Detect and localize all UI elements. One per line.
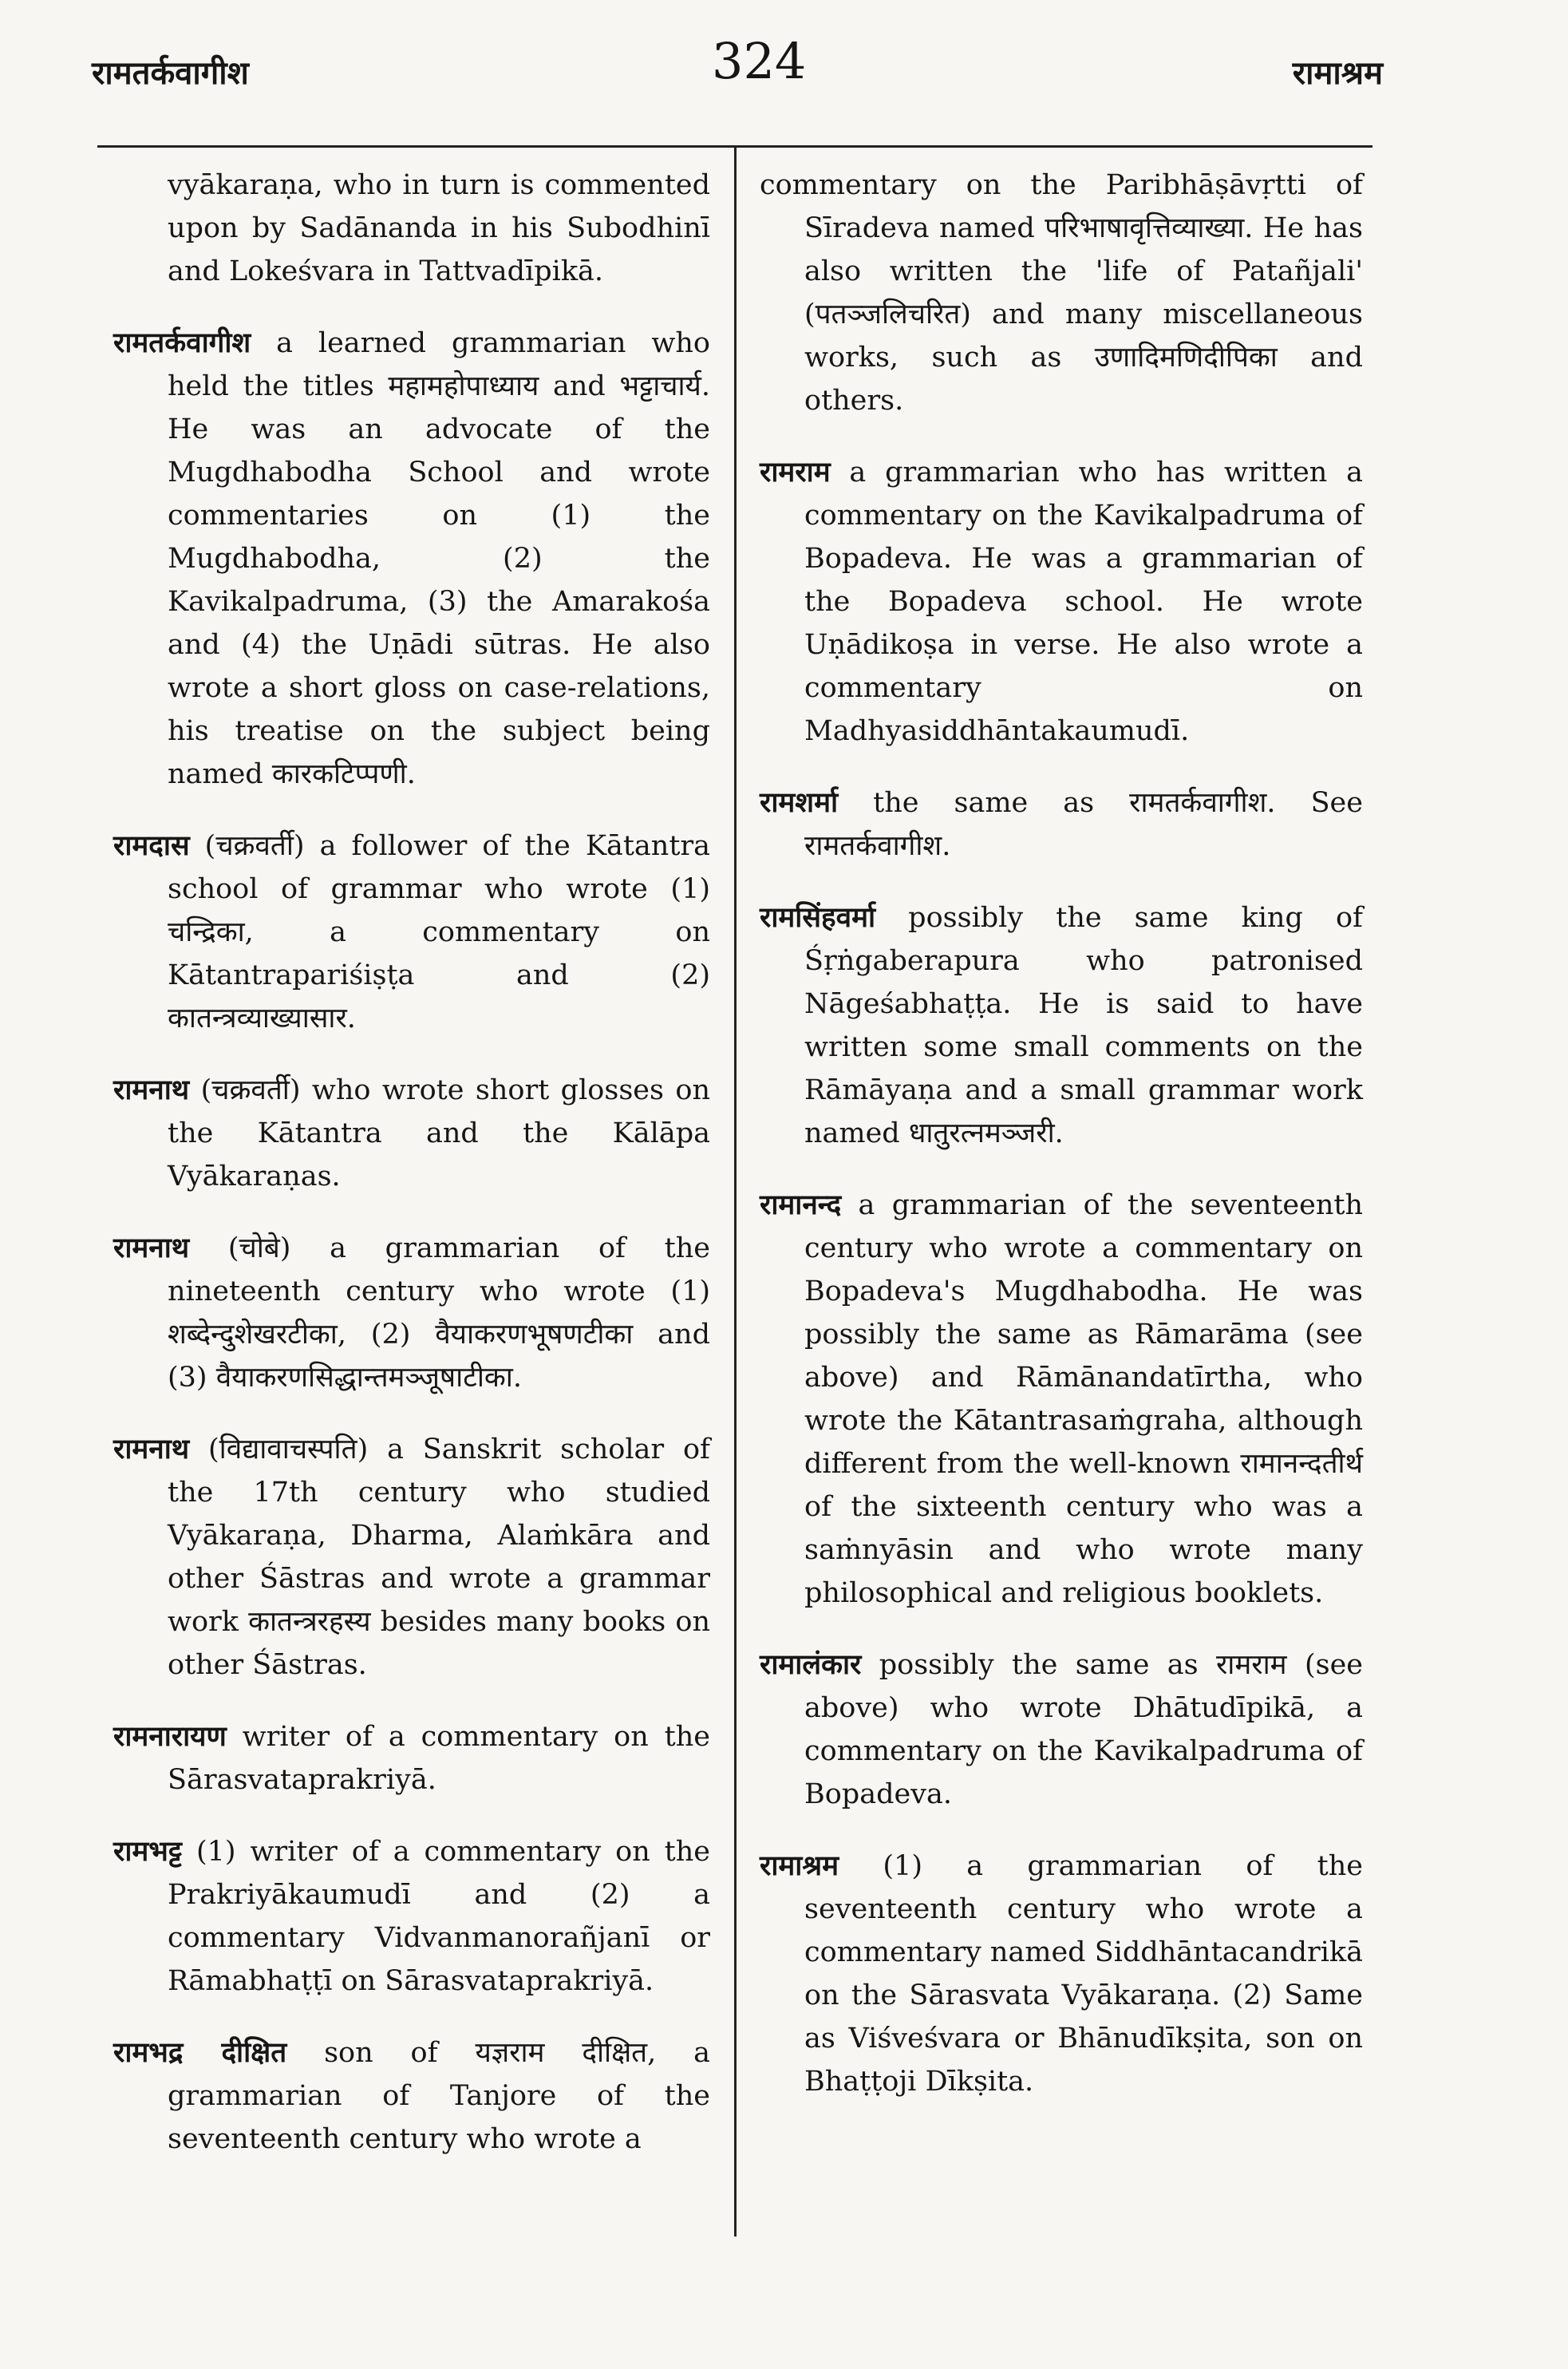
entry-text: (चोबे) a grammarian of the nineteenth century who wrote (1) शब्देन्दुशेखरटीका, (2) वैयाकरणभूषणटीका and (3) वैयाकरणसिद्धान्तमञ्जूषाटीका.: [168, 1232, 710, 1394]
dictionary-entry: [760, 1184, 1363, 1615]
entry-text: commentary on the Paribhāṣāvṛtti of Sīradeva named परिभाषावृत्तिव्याख्या. He has also written the 'life of Patañjali' (पतञ्जलिचरित) and many miscellaneous works, such as उणादिमणिदीपिका and others.: [760, 169, 1363, 417]
entry-headword: रामभद्र दीक्षित: [113, 2036, 287, 2069]
entry-headword: रामभट्ट: [113, 1835, 183, 1868]
entry-text: writer of a commentary on the Sārasvataprakriyā.: [168, 1721, 710, 1796]
entry-text: vyākaraṇa, who in turn is commented upon by Sadānanda in his Subodhinī and Lokeśvara in Tattvadīpikā.: [168, 169, 710, 287]
entry-headword: रामनाथ: [113, 1074, 190, 1106]
right-column: [760, 164, 1363, 2132]
entry-text: a learned grammarian who held the titles महामहोपाध्याय and भट्टाचार्य. He was an advocate of the Mugdhabodha School and wrote commentaries on (1) the Mugdhabodha, (2) the Kavikalpadruma, (3) the Amarakośa and (4) the Uṇādi sūtras. He also wrote a short gloss on case-relations, his treatise on the subject being named कारकटिप्पणी.: [168, 327, 710, 790]
entry-text: (1) writer of a commentary on the Prakriyākaumudī and (2) a commentary Vidvanmanorañjanī or Rāmabhaṭṭī on Sārasvataprakriyā.: [168, 1836, 710, 1997]
dictionary-entry: [113, 1715, 710, 1801]
dictionary-entry: [113, 1069, 710, 1198]
running-head-left: रामतर्कवागीश: [92, 54, 249, 92]
entry-headword: रामनाथ: [113, 1232, 190, 1264]
entry-text: the same as रामतर्कवागीश. See रामतर्कवागीश.: [804, 787, 1363, 862]
dictionary-entry: [113, 1428, 710, 1687]
entry-text: possibly the same as रामराम (see above) who wrote Dhātudīpikā, a commentary on the Kavikalpadruma of Bopadeva.: [804, 1649, 1363, 1810]
entry-headword: रामसिंहवर्मा: [760, 901, 876, 934]
entry-headword: रामराम: [760, 456, 831, 488]
entry-text: a grammarian of the seventeenth century who wrote a commentary on Bopadeva's Mugdhabodha. He was possibly the same as Rāmarāma (see above) and Rāmānandatīrtha, who wrote the Kātantrasaṁgraha, although different from the well-known रामानन्दतीर्थ of the sixteenth century who was a saṁnyāsin and who wrote many philosophical and religious booklets.: [804, 1189, 1363, 1609]
dictionary-entry: [760, 781, 1363, 868]
dictionary-entry: [113, 2031, 710, 2161]
left-column: [113, 164, 710, 2189]
entry-text: son of यज्ञराम दीक्षित, a grammarian of Tanjore of the seventeenth century who wrote a: [168, 2037, 710, 2155]
entry-headword: रामाश्रम: [760, 1849, 839, 1882]
entry-headword: रामनारायण: [113, 1720, 227, 1753]
dictionary-entry: [113, 1227, 710, 1399]
dictionary-entry: [760, 164, 1363, 422]
entry-text: possibly the same king of Śṛṅgaberapura who patronised Nāgeśabhaṭṭa. He is said to have written some small comments on the Rāmāyaṇa and a small grammar work named धातुरत्नमञ्जरी.: [804, 902, 1363, 1149]
dictionary-entry: [760, 451, 1363, 753]
dictionary-entry: [760, 896, 1363, 1155]
entry-headword: रामनाथ: [113, 1433, 190, 1465]
dictionary-entry: [113, 322, 710, 796]
entry-text: (चक्रवर्ती) who wrote short glosses on the Kātantra and the Kālāpa Vyākaraṇas.: [168, 1074, 710, 1192]
entry-text: (चक्रवर्ती) a follower of the Kātantra school of grammar who wrote (1) चन्द्रिका, a commentary on Kātantrapariśiṣṭa and (2) कातन्त्रव्याख्यासार.: [168, 830, 710, 1034]
dictionary-entry: [113, 164, 710, 293]
column-divider: [734, 145, 737, 2237]
entry-headword: रामालंकार: [760, 1648, 862, 1681]
dictionary-entry: [760, 1845, 1363, 2103]
entry-headword: रामशर्मा: [760, 786, 839, 819]
dictionary-entry: [113, 1830, 710, 2003]
page-header: [0, 0, 1568, 152]
entry-text: (1) a grammarian of the seventeenth century who wrote a commentary named Siddhāntacandrikā on the Sārasvata Vyākaraṇa. (2) Same as Viśveśvara or Bhānudīkṣita, son on Bhaṭṭoji Dīkṣita.: [804, 1850, 1363, 2098]
entry-text: (विद्यावाचस्पति) a Sanskrit scholar of the 17th century who studied Vyākaraṇa, Dharma, Alaṁkāra and other Śāstras and wrote a grammar work कातन्त्ररहस्य besides many books on other Śāstras.: [168, 1434, 710, 1681]
dictionary-entry: [113, 825, 710, 1040]
dictionary-entry: [760, 1643, 1363, 1816]
entry-text: a grammarian who has written a commentary on the Kavikalpadruma of Bopadeva. He was a grammarian of the Bopadeva school. He wrote Uṇādikoṣa in verse. He also wrote a commentary on Madhyasiddhāntakaumudī.: [804, 457, 1363, 747]
entry-headword: रामतर्कवागीश: [113, 326, 251, 359]
running-head-right: रामाश्रम: [1292, 54, 1383, 92]
page-number: 324: [712, 32, 807, 90]
entry-headword: रामदास: [113, 829, 190, 862]
entry-headword: रामानन्द: [760, 1188, 842, 1221]
